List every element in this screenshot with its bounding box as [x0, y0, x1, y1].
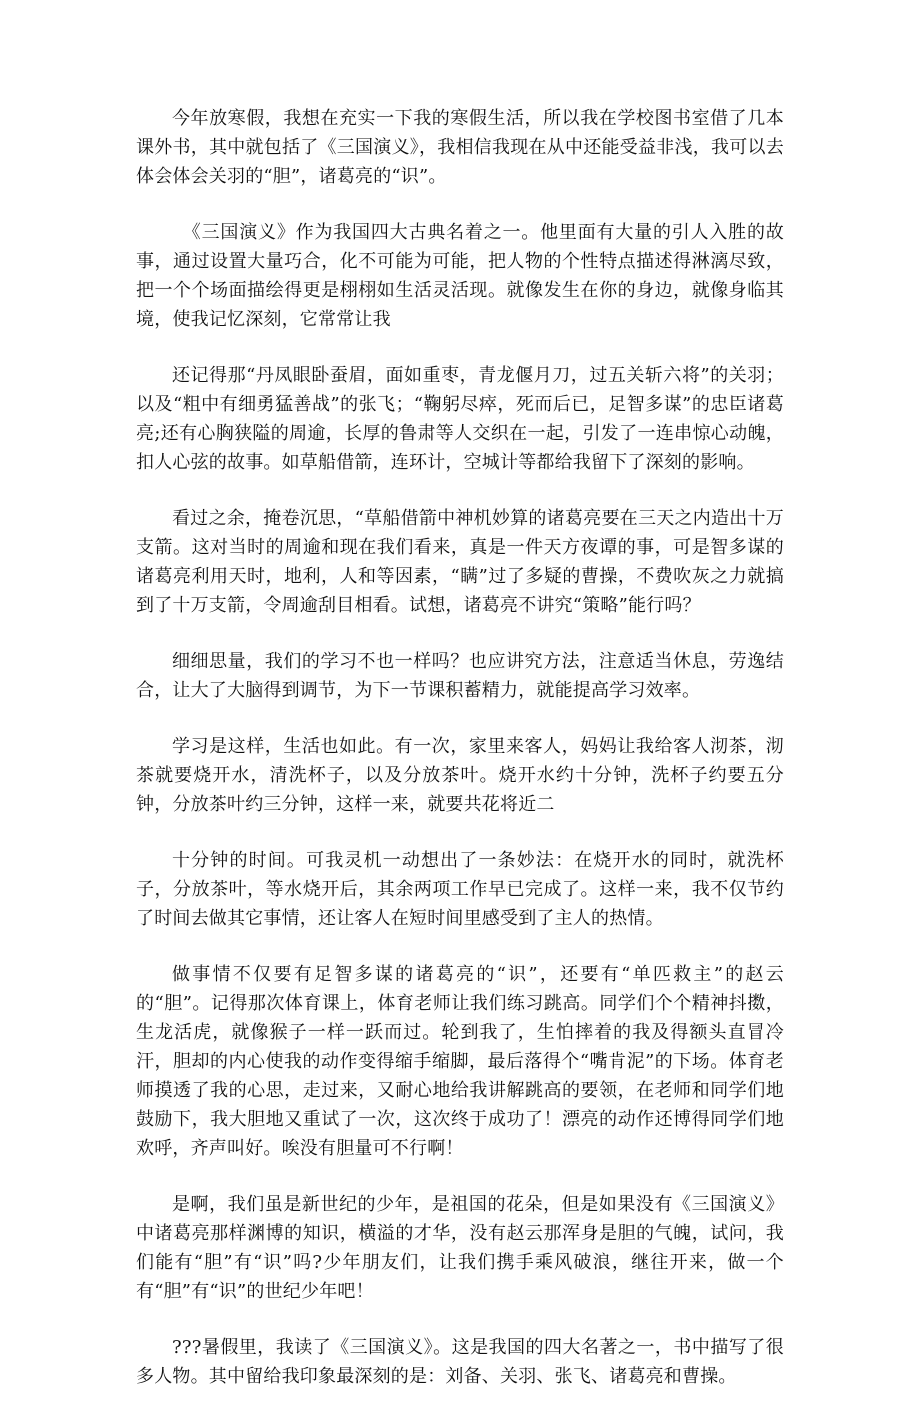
paragraph-9: 是啊，我们虽是新世纪的少年，是祖国的花朵，但是如果没有《三国演义》中诸葛亮那样渊博的知识，横溢的才华，没有赵云那浑身是胆的气魄，试问，我们能有“胆”有“识”吗?少年朋友们，让我们携手乘风破浪，继往开来，做一个有“胆”有“识”的世纪少年吧！: [136, 1194, 784, 1302]
paragraph-2: 《三国演义》作为我国四大古典名着之一。他里面有大量的引人入胜的故事，通过设置大量巧合，化不可能为可能，把人物的个性特点描述得淋漓尽致，把一个个场面描绘得更是栩栩如生活灵活现。就像发生在你的身边，就像身临其境，使我记忆深刻，它常常让我: [136, 222, 784, 330]
paragraph-3: 还记得那“丹凤眼卧蚕眉，面如重枣，青龙偃月刀，过五关斩六将”的关羽；以及“粗中有细勇猛善战”的张飞；“鞠躬尽瘁，死而后已，足智多谋”的忠臣诸葛亮;还有心胸狭隘的周逾，长厚的鲁肃等人交织在一起，引发了一连串惊心动魄，扣人心弦的故事。如草船借箭，连环计，空城计等都给我留下了深刻的影响。: [136, 365, 784, 473]
document-body: [136, 104, 784, 1418]
paragraph-1: 今年放寒假，我想在充实一下我的寒假生活，所以我在学校图书室借了几本课外书，其中就包括了《三国演义》，我相信我现在从中还能受益非浅，我可以去体会体会关羽的“胆”，诸葛亮的“识”。: [136, 108, 784, 187]
paragraph-6: 学习是这样，生活也如此。有一次，家里来客人，妈妈让我给客人沏茶，沏茶就要烧开水，清洗杯子，以及分放茶叶。烧开水约十分钟，洗杯子约要五分钟，分放茶叶约三分钟，这样一来，就要共花将近二: [136, 736, 784, 815]
paragraph-10: ???暑假里，我读了《三国演义》。这是我国的四大名著之一，书中描写了很多人物。其中留给我印象最深刻的是：刘备、关羽、张飞、诸葛亮和曹操。: [136, 1337, 784, 1387]
paragraph-7: 十分钟的时间。可我灵机一动想出了一条妙法：在烧开水的同时，就洗杯子，分放茶叶，等水烧开后，其余两项工作早已完成了。这样一来，我不仅节约了时间去做其它事情，还让客人在短时间里感受到了主人的热情。: [136, 850, 784, 929]
paragraph-8: 做事情不仅要有足智多谋的诸葛亮的“识”，还要有“单匹救主”的赵云的“胆”。记得那次体育课上，体育老师让我们练习跳高。同学们个个精神抖擞，生龙活虎，就像猴子一样一跃而过。轮到我了，生怕摔着的我及得额头直冒冷汗，胆却的内心使我的动作变得缩手缩脚，最后落得个“嘴肯泥”的下场。体育老师摸透了我的心思，走过来，又耐心地给我讲解跳高的要领，在老师和同学们地鼓励下，我大胆地又重试了一次，这次终于成功了！漂亮的动作还博得同学们地欢呼，齐声叫好。唉没有胆量可不行啊！: [136, 964, 784, 1159]
paragraph-5: 细细思量，我们的学习不也一样吗？也应讲究方法，注意适当休息，劳逸结合，让大了大脑得到调节，为下一节课积蓄精力，就能提高学习效率。: [136, 651, 784, 701]
paragraph-4: 看过之余，掩卷沉思，“草船借箭中神机妙算的诸葛亮要在三天之内造出十万支箭。这对当时的周逾和现在我们看来，真是一件天方夜谭的事，可是智多谋的诸葛亮利用天时，地利，人和等因素，“瞒”过了多疑的曹操，不费吹灰之力就搞到了十万支箭，令周逾刮目相看。试想，诸葛亮不讲究“策略”能行吗？: [136, 508, 784, 616]
